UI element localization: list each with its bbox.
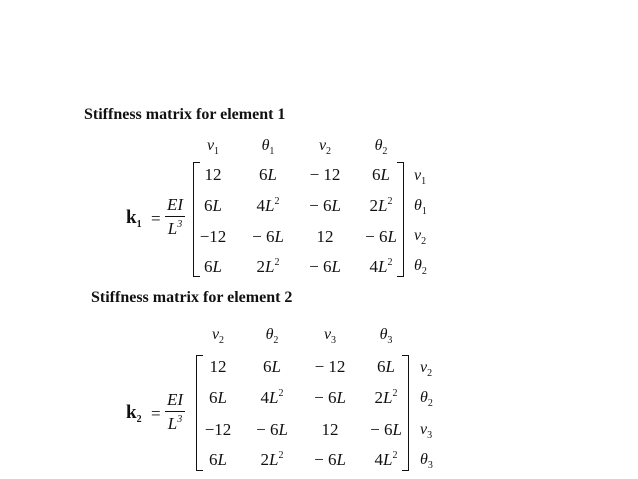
element1-matrix-cell: 6L <box>204 257 222 276</box>
element2-row-label: $\theta_2$ <box>420 389 433 409</box>
element2-row-label: $v_2$ <box>420 359 433 379</box>
element2-matrix-cell: 12 <box>209 357 227 376</box>
element2-column-label: $v_3$ <box>323 326 337 346</box>
element2-matrix-cell: $4L^2$ <box>260 388 284 407</box>
element1-row-label: $v_2$ <box>414 227 427 247</box>
element1-heading: Stiffness matrix for element 1 <box>84 106 286 123</box>
element2-column-label: $\theta_2$ <box>265 326 279 346</box>
element1-matrix-cell: 12 <box>204 165 222 184</box>
element2-row-label: $v_3$ <box>420 421 433 441</box>
element1-matrix-cell: 6L <box>204 196 222 215</box>
element1-row-label: $\theta_1$ <box>414 197 427 217</box>
element2-column-label: $v_2$ <box>211 326 225 346</box>
element2-matrix-cell: − 6L <box>370 420 402 439</box>
element1-left-bracket <box>193 162 200 277</box>
element2-right-bracket <box>402 355 409 471</box>
element1-matrix-cell: − 12 <box>309 165 341 184</box>
element1-column-label: $\theta_2$ <box>374 137 388 157</box>
element2-matrix-cell: 12 <box>321 420 339 439</box>
element2-matrix-cell: 6L <box>209 388 227 407</box>
element1-matrix-cell: $2L^2$ <box>369 196 393 215</box>
element2-matrix-cell: 6L <box>377 357 395 376</box>
element1-matrix-cell: 6L <box>259 165 277 184</box>
element1-matrix-cell: $4L^2$ <box>256 196 280 215</box>
element2-matrix-cell: $4L^2$ <box>374 450 398 469</box>
element1-matrix-cell: $4L^2$ <box>369 257 393 276</box>
element2-matrix-cell: −12 <box>204 420 232 439</box>
element1-column-label: $\theta_1$ <box>261 137 275 157</box>
element2-matrix-cell: $2L^2$ <box>374 388 398 407</box>
element2-equals: = <box>151 404 161 423</box>
element1-ei-over-l3: $\frac{EI}{L^3}$ <box>167 195 184 238</box>
element1-matrix-cell: 12 <box>316 227 334 246</box>
element2-matrix-cell: − 6L <box>314 450 346 469</box>
element2-column-label: $\theta_3$ <box>379 326 393 346</box>
element2-matrix-cell: 6L <box>263 357 281 376</box>
element2-matrix-cell: − 12 <box>314 357 346 376</box>
element1-matrix-cell: $2L^2$ <box>256 257 280 276</box>
element1-matrix-cell: − 6L <box>309 196 341 215</box>
element1-matrix-cell: −12 <box>199 227 227 246</box>
element2-matrix-cell: − 6L <box>256 420 288 439</box>
element1-right-bracket <box>397 162 404 277</box>
element1-column-label: $v_2$ <box>318 137 332 157</box>
element1-row-label: $\theta_2$ <box>414 257 427 277</box>
element2-matrix-cell: $2L^2$ <box>260 450 284 469</box>
element1-row-label: $v_1$ <box>414 167 427 187</box>
element2-left-bracket <box>196 355 203 471</box>
element1-equals: = <box>151 209 161 228</box>
element2-heading: Stiffness matrix for element 2 <box>91 289 293 306</box>
element2-ei-over-l3: $\frac{EI}{L^3}$ <box>167 390 184 433</box>
element2-row-label: $\theta_3$ <box>420 451 433 471</box>
element1-matrix-cell: − 6L <box>365 227 397 246</box>
element1-matrix-cell: 6L <box>372 165 390 184</box>
element2-matrix-cell: 6L <box>209 450 227 469</box>
element2-matrix-cell: − 6L <box>314 388 346 407</box>
element2-k-symbol: $k_2$ <box>126 402 142 425</box>
element1-column-label: $v_1$ <box>206 137 220 157</box>
element1-matrix-cell: − 6L <box>252 227 284 246</box>
element1-matrix-cell: − 6L <box>309 257 341 276</box>
element1-k-symbol: $k_1$ <box>126 207 142 230</box>
